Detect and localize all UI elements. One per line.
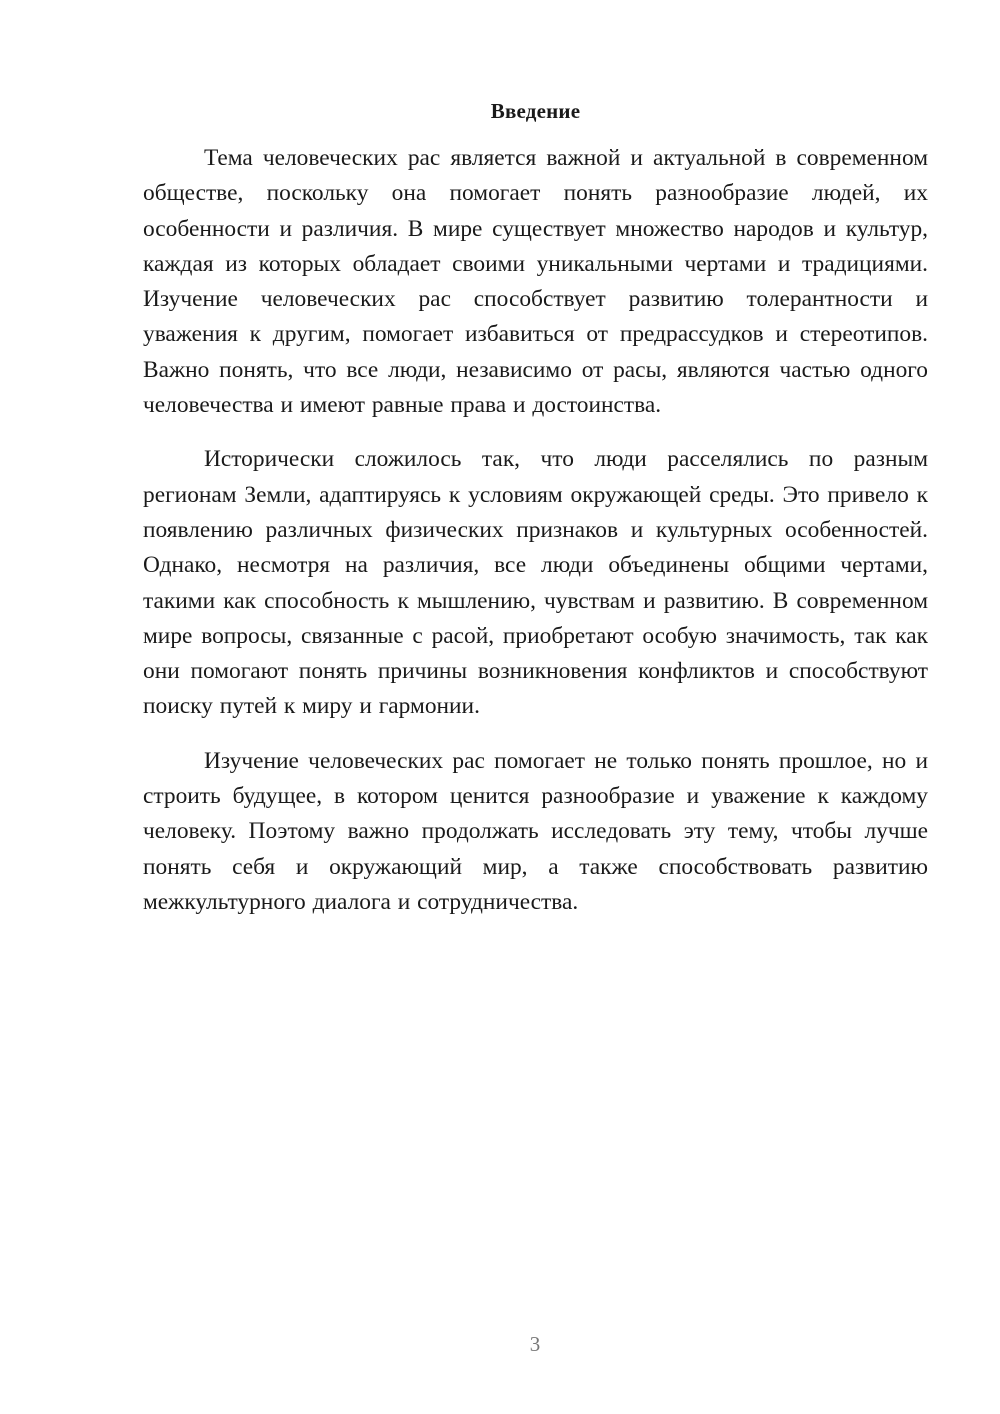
paragraph-1: Тема человеческих рас является важной и актуальной в современном обществе, поскольку она помогает понять разнообразие людей, их особенности и различия. В мире существует множество народов и культур, каждая из которых обладает своими уникальными чертами и традициями. Изучение человеческих рас способствует развитию толерантности и уважения к другим, помогает избавиться от предрассудков и стереотипов. Важно понять, что все люди, независимо от расы, являются частью одного человечества и имеют равные права и достоинства. [143, 145, 928, 419]
page-content [143, 94, 928, 939]
paragraph-3: Изучение человеческих рас помогает не только понять прошлое, но и строить будущее, в котором ценится разнообразие и уважение к каждому человеку. Поэтому важно продолжать исследовать эту тему, чтобы лучше понять себя и окружающий мир, а также способствовать развитию межкультурного диалога и сотрудничества. [143, 747, 928, 915]
section-heading: Введение [490, 99, 581, 123]
paragraph-2: Исторически сложилось так, что люди расселялись по разным регионам Земли, адаптируясь к условиям окружающей среды. Это привело к появлению различных физических признаков и культурных особенностей. Однако, несмотря на различия, все люди объединены общими чертами, такими как способность к мышлению, чувствам и развитию. В современном мире вопросы, связанные с расой, приобретают особую значимость, так как они помогают понять причины возникновения конфликтов и способствуют поиску путей к миру и гармонии. [143, 446, 928, 720]
page-number: 3 [529, 1332, 541, 1356]
